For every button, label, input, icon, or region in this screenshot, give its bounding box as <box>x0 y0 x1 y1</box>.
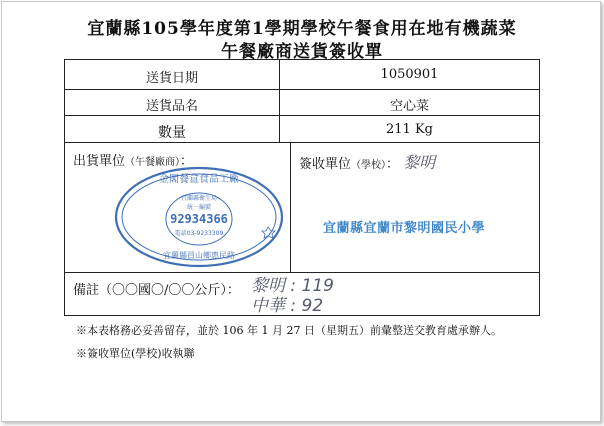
school-stamp: 宜蘭縣宜蘭市黎明國民小學 <box>323 221 486 236</box>
table-row-item-name <box>65 90 539 116</box>
receiver-handwritten: 黎明 <box>403 153 436 172</box>
shipper-label-text: 出貨單位 <box>73 154 126 169</box>
receiver-label <box>299 150 435 173</box>
table-row-notes <box>65 273 539 314</box>
receiver-label-text: 簽收單位 <box>299 157 352 172</box>
company-stamp-name: 金閣餐盒食品工廠 <box>159 174 239 185</box>
company-stamp-line1: 宜蘭縣衛生局 <box>180 195 218 202</box>
footnote-deadline: ※本表格務必妥善留存，並於 106 年 1 月 27 日（星期五）前彙整送交教育處承辦人。 <box>76 324 502 337</box>
notes-label: 備註（〇〇國〇/〇〇公斤）： <box>73 283 240 298</box>
quantity-value: 211 Kg <box>386 122 433 137</box>
company-stamp-tax-id: 92934366 <box>170 212 228 226</box>
item-name-value: 空心菜 <box>389 99 429 114</box>
notes-handwritten-1: 黎明 : 119 <box>251 276 334 296</box>
shipper-label-sub: （午餐廠商） <box>125 157 181 168</box>
table-row-quantity <box>65 116 539 143</box>
notes-handwritten-2: 中華 : 92 <box>251 296 324 316</box>
table-row-units <box>65 143 539 273</box>
receiver-label-sub: （學校） <box>351 160 387 171</box>
table-row-delivery-date <box>65 60 539 90</box>
company-stamp <box>113 165 285 269</box>
company-stamp-phone: 電話03-9233309 <box>174 230 224 237</box>
document-subtitle: 午餐廠商送貨簽收單 <box>221 42 383 62</box>
document-title: 宜蘭縣105學年度第1學期學校午餐食用在地有機蔬菜 <box>87 19 517 39</box>
company-stamp-line2: 統一編號 <box>186 204 212 211</box>
delivery-date-label: 送貨日期 <box>145 71 198 86</box>
receipt-table <box>64 59 540 316</box>
quantity-label: 數量 <box>158 125 186 141</box>
item-name-label: 送貨品名 <box>145 99 198 114</box>
footnote-copy: ※簽收單位(學校)收執聯 <box>76 347 195 360</box>
company-stamp-address: 宜蘭縣員山鄉惠民路 <box>163 251 235 260</box>
shipper-colon: ： <box>180 154 194 169</box>
receiver-colon: ： <box>386 157 400 172</box>
delivery-date-value: 1050901 <box>380 67 439 82</box>
column-divider <box>290 143 291 272</box>
